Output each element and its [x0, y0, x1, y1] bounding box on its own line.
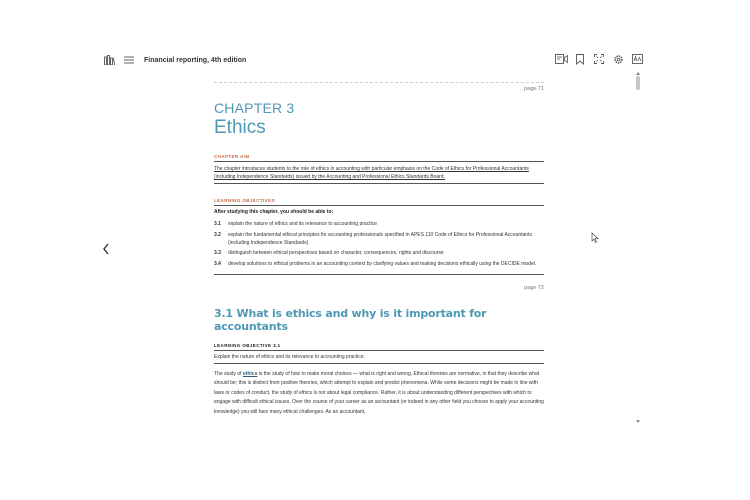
- objective-number: 3.2: [214, 231, 221, 238]
- fullscreen-icon[interactable]: [592, 52, 606, 66]
- divider: [214, 350, 544, 351]
- objective-text: distinguish between ethical perspectives based on character, consequences, rights and discourse: [228, 250, 444, 256]
- chapter-aim-text: The chapter introduces students to the role of ethics in accounting with particular emphasis on the Code of Ethics for Professional Accountants (including Independence Standards) issued by the Accounting and Professional Ethics Standards Board.: [214, 165, 544, 184]
- scroll-thumb[interactable]: [636, 76, 640, 90]
- list-item: [214, 249, 544, 257]
- list-item: [214, 231, 544, 247]
- objective-number: 3.1: [214, 221, 221, 227]
- chapter-label: CHAPTER 3: [214, 100, 295, 116]
- settings-icon[interactable]: [611, 52, 625, 66]
- menu-icon[interactable]: [122, 53, 136, 67]
- scrollbar[interactable]: [635, 74, 641, 426]
- body-prefix: The study of: [214, 370, 243, 377]
- objective-number: 3.4: [214, 260, 221, 267]
- learning-objective-statement: Explain the nature of ethics and its relevance to accounting practice.: [214, 354, 544, 364]
- library-icon[interactable]: [102, 53, 116, 67]
- scroll-up-icon[interactable]: [636, 72, 640, 75]
- glossary-term-link[interactable]: ethics: [242, 370, 258, 377]
- reader-content: [214, 82, 544, 427]
- book-title: Financial reporting, 4th edition: [144, 56, 247, 64]
- objective-number: 3.3: [214, 250, 221, 256]
- objective-text: explain the nature of ethics and its relevance to accounting practice: [228, 221, 377, 227]
- toolbar-left: [102, 53, 246, 67]
- page-number-71: page 71: [524, 86, 544, 92]
- learning-objectives-list: [214, 220, 544, 268]
- toolbar-right: [554, 52, 644, 66]
- mouse-cursor-icon: [591, 231, 599, 243]
- body-rest: is the study of how to make moral choices — what is right and wrong. Ethical theories are normative, in that they describe what should be; this is distinct from positive theories, which attempt to explain and predict phenomena. While some decisions might be made in line with laws or codes of conduct, the study of ethics is not about legal compliance. Rather, it is about understanding different perspectives with which to engage with difficult ethical issues. Over the course of your career as an accountant (or indeed in any other field you choose to apply your accounting knowledge) you will face many ethical challenges. As an accountant,: [214, 370, 544, 415]
- text-size-icon[interactable]: [630, 52, 644, 66]
- list-item: [214, 220, 544, 228]
- chapter-title: Ethics: [214, 117, 266, 138]
- divider: [214, 274, 544, 275]
- learning-objective-heading: LEARNING OBJECTIVE 3.1: [214, 342, 281, 348]
- learning-objectives-heading: LEARNING OBJECTIVES: [214, 198, 275, 203]
- objective-text: explain the fundamental ethical principles for accounting professionals specified in APES 110 Code of Ethics for Professional Accountants (including Independence Standards): [228, 231, 532, 246]
- audio-icon[interactable]: [554, 52, 568, 66]
- section-title: 3.1 What is ethics and why is it important for accountants: [214, 306, 487, 333]
- divider: [214, 205, 544, 206]
- previous-page-icon[interactable]: [100, 241, 112, 257]
- scroll-down-icon[interactable]: [636, 420, 640, 423]
- page-number-72: page 72: [524, 284, 544, 291]
- bookmark-icon[interactable]: [573, 52, 587, 66]
- chapter-aim-heading: CHAPTER AIM: [214, 154, 250, 159]
- learning-objectives-intro: After studying this chapter, you should be able to:: [214, 209, 334, 215]
- top-toolbar: [0, 0, 750, 70]
- page-separator: [214, 82, 544, 83]
- objective-text: develop solutions to ethical problems in an accounting context by clarifying values and making decisions ethically using the DECIDE model.: [228, 260, 537, 267]
- divider: [214, 161, 544, 162]
- body-paragraph: [214, 370, 544, 418]
- list-item: [214, 260, 544, 268]
